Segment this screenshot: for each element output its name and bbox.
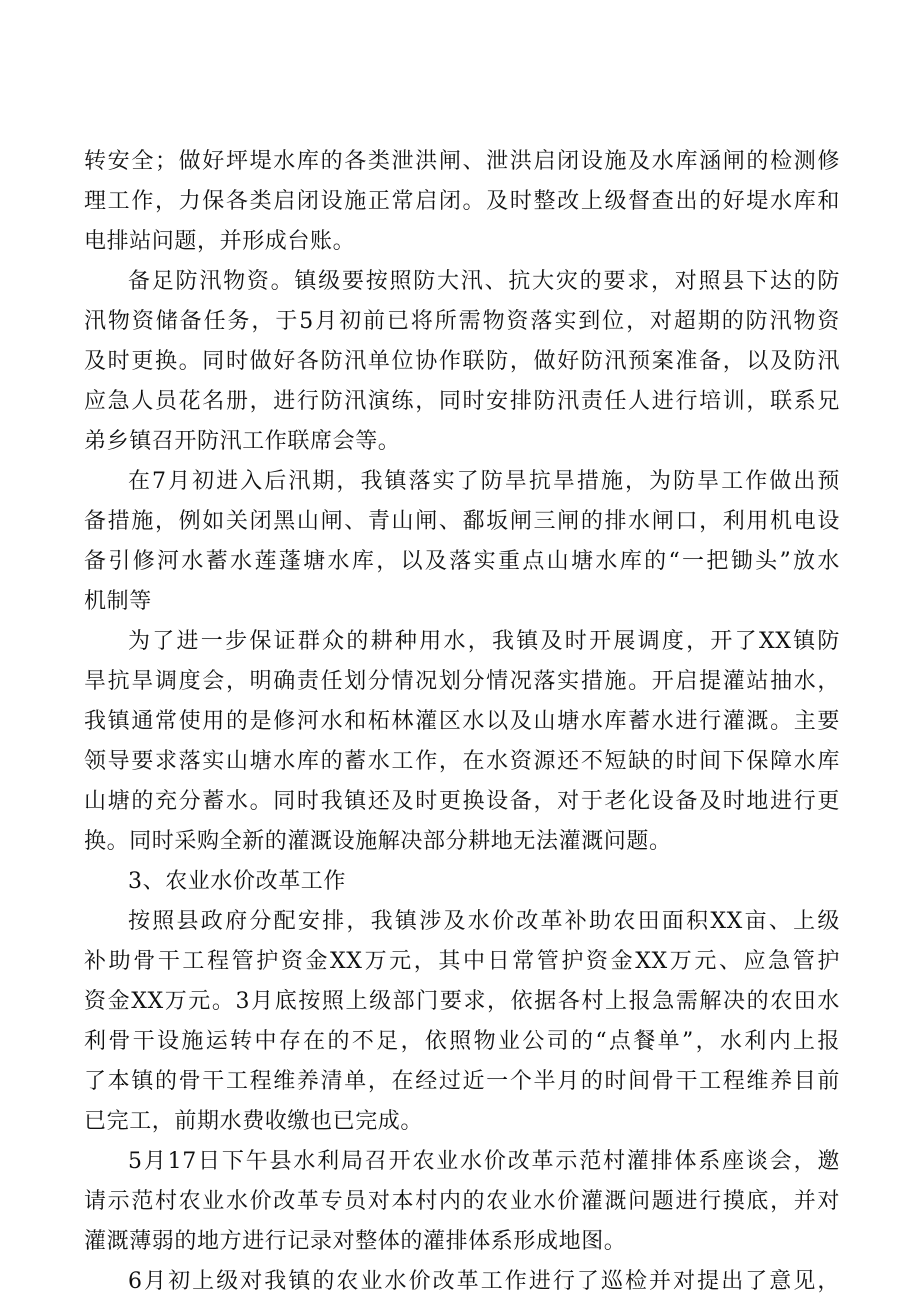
p1-line-4: 弟乡镇召开防汛工作联席会等。 bbox=[84, 429, 401, 454]
p2-line-2: 备引修河水蓄水莲蓬塘水库，以及落实重点山塘水库的“一把锄头”放水 bbox=[84, 549, 840, 574]
p5-line-2: 资金XX万元。3月底按照上级部门要求，依据各村上报急需解决的农田水 bbox=[84, 989, 840, 1014]
p0-line-0: 转安全；做好坪堤水库的各类泄洪闸、泄洪启闭设施及水库涵闸的检测修 bbox=[84, 149, 840, 174]
p2-line-0: 在7月初进入后汛期，我镇落实了防旱抗旱措施，为防旱工作做出预 bbox=[128, 469, 840, 494]
p5-line-3: 利骨干设施运转中存在的不足，依照物业公司的“点餐单”，水利内上报 bbox=[84, 1029, 840, 1054]
p5-line-1: 补助骨干工程管护资金XX万元，其中日常管护资金XX万元、应急管护 bbox=[84, 949, 840, 974]
p3-line-2: 我镇通常使用的是修河水和柘林灌区水以及山塘水库蓄水进行灌溉。主要 bbox=[84, 709, 840, 734]
p6-line-0: 5月17日下午县水利局召开农业水价改革示范村灌排体系座谈会，邀 bbox=[128, 1149, 840, 1174]
p6-line-1: 请示范村农业水价改革专员对本村内的农业水价灌溉问题进行摸底，并对 bbox=[84, 1189, 840, 1214]
p1-line-0: 备足防汛物资。镇级要按照防大汛、抗大灾的要求，对照县下达的防 bbox=[128, 269, 840, 294]
p1-line-1: 汛物资储备任务，于5月初前已将所需物资落实到位，对超期的防汛物资 bbox=[84, 309, 840, 334]
p5-line-5: 已完工，前期水费收缴也已完成。 bbox=[84, 1109, 424, 1134]
p6-line-2: 灌溉薄弱的地方进行记录对整体的灌排体系形成地图。 bbox=[84, 1229, 627, 1254]
section-heading: 3、农业水价改革工作 bbox=[128, 869, 346, 894]
p3-line-4: 山塘的充分蓄水。同时我镇还及时更换设备，对于老化设备及时地进行更 bbox=[84, 789, 840, 814]
p0-line-1: 理工作，力保各类启闭设施正常启闭。及时整改上级督查出的好堤水库和 bbox=[84, 189, 840, 214]
p1-line-2: 及时更换。同时做好各防汛单位协作联防，做好防汛预案准备，以及防汛 bbox=[84, 349, 840, 374]
p1-line-3: 应急人员花名册，进行防汛演练，同时安排防汛责任人进行培训，联系兄 bbox=[84, 389, 840, 414]
p3-line-3: 领导要求落实山塘水库的蓄水工作，在水资源还不短缺的时间下保障水库 bbox=[84, 749, 840, 774]
p2-line-1: 备措施，例如关闭黑山闸、青山闸、鄱坂闸三闸的排水闸口，利用机电设 bbox=[84, 509, 840, 534]
p2-line-3: 机制等 bbox=[84, 589, 152, 614]
p5-line-0: 按照县政府分配安排，我镇涉及水价改革补助农田面积XX亩、上级 bbox=[128, 909, 840, 934]
p3-line-5: 换。同时采购全新的灌溉设施解决部分耕地无法灌溉问题。 bbox=[84, 829, 672, 854]
p0-line-2: 电排站问题，并形成台账。 bbox=[84, 229, 356, 254]
p3-line-1: 旱抗旱调度会，明确责任划分情况划分情况落实措施。开启提灌站抽水， bbox=[84, 669, 840, 694]
p5-line-4: 了本镇的骨干工程维养清单，在经过近一个半月的时间骨干工程维养目前 bbox=[84, 1069, 840, 1094]
p3-line-0: 为了进一步保证群众的耕种用水，我镇及时开展调度，开了XX镇防 bbox=[128, 629, 840, 654]
p7-line-0: 6月初上级对我镇的农业水价改革工作进行了巡检并对提出了意见， bbox=[128, 1269, 840, 1294]
